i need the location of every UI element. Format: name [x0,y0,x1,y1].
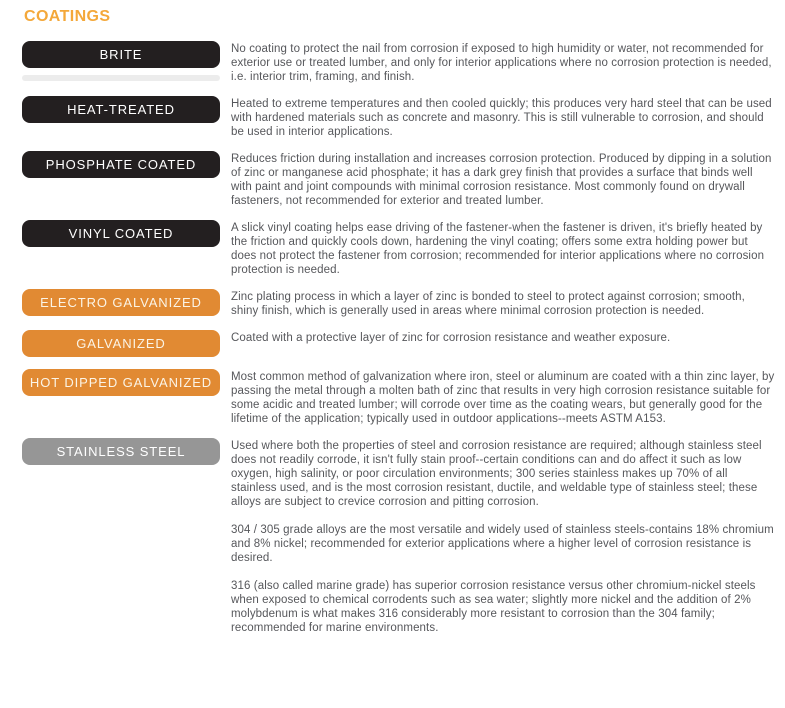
coating-label-column [22,330,220,357]
coating-label: ELECTRO GALVANIZED [40,295,202,310]
coating-description [231,369,775,426]
coating-label-pill [22,330,220,357]
description-paragraph: No coating to protect the nail from corrosion if exposed to high humidity or water, not recommended for exterior use or treated lumber, and only for interior applications where no corrosion protection is needed, i.e. interior trim, framing, and finish. [231,43,772,83]
coating-row [22,151,775,208]
coating-label-pill [22,96,220,123]
coating-label-pill [22,151,220,178]
coating-label-column [22,438,220,465]
coating-label-pill [22,369,220,396]
coating-label-pill [22,438,220,465]
coating-label-column [22,41,220,81]
description-paragraph: Zinc plating process in which a layer of zinc is bonded to steel to protect against corrosion; smooth, shiny finish, which is generally used in areas where minimal corrosion protection is needed. [231,291,745,317]
description-paragraph: Used where both the properties of steel and corrosion resistance are required; although stainless steel does not readily corrode, it isn't fully stain proof--certain conditions can and do affect it such as low oxygen, high salinity, or poor circulation environments; 300 series stainless makes up 70% of all stainless used, and is the most corrosion resistant, ductile, and weldable type of stainless steel; these alloys are subject to crevice corrosion and pitting corrosion. [231,440,762,508]
coating-label: VINYL COATED [68,226,174,241]
coating-label-column [22,369,220,396]
coating-row [22,41,775,84]
coating-row [22,220,775,277]
coating-description [231,96,775,139]
description-paragraph: Heated to extreme temperatures and then cooled quickly; this produces very hard steel that can be used with hardened materials such as concrete and masonry. This is still vulnerable to corrosion, and should be used in interior applications. [231,98,772,138]
coating-row [22,438,775,635]
coating-row [22,330,775,357]
coating-description [231,289,775,318]
coating-label-column [22,220,220,247]
description-paragraph: Most common method of galvanization where iron, steel or aluminum are coated with a thin zinc layer, by passing the metal through a molten bath of zinc that results in very high corrosion resistance suitable for some acidic and treated lumber; will corrode over time as the coating wears, but generally good for the lifetime of the application; typically used in outdoor applications--meets ASTM A153. [231,371,775,425]
coatings-list [22,41,775,635]
coating-row [22,369,775,426]
coating-label-pill [22,289,220,316]
coating-description [231,438,775,635]
coating-label: BRITE [99,47,143,62]
coating-row [22,289,775,318]
page-title: COATINGS [24,8,111,25]
coating-label: HOT DIPPED GALVANIZED [29,375,213,390]
description-paragraph: 316 (also called marine grade) has superior corrosion resistance versus other chromium-nickel steels when exposed to chemical corrodents such as sea water; slightly more nickel and the addition of 2% molybdenum is what makes 316 considerably more resistant to corrosion than the 304 family; recommended for marine environments. [231,580,756,634]
coating-description [231,220,775,277]
coating-label-column [22,96,220,123]
coating-label: GALVANIZED [76,336,166,351]
coating-label: HEAT-TREATED [67,102,175,117]
coating-label-column [22,151,220,178]
description-paragraph: Reduces friction during installation and increases corrosion protection. Produced by dipping in a solution of zinc or manganese acid phosphate; it has a dark grey finish that provides a surface that binds well with paint and joint compounds with minimal corrosion resistance. Most commonly found on drywall fasteners, not recommended for exterior and treated lumber. [231,153,772,207]
coating-label-pill [22,220,220,247]
description-paragraph: A slick vinyl coating helps ease driving of the fastener-when the fastener is driven, it's briefly heated by the friction and quickly cools down, hardening the vinyl coating; offers some extra holding power but does not protect the fastener from corrosion; recommended for interior applications where no corrosion protection is needed. [231,222,765,276]
coating-description [231,151,775,208]
coating-row [22,96,775,139]
coating-label: PHOSPHATE COATED [45,157,197,172]
coating-label-column [22,289,220,316]
coating-label-pill [22,41,220,68]
coating-description [231,41,775,84]
coating-label: STAINLESS STEEL [56,444,186,459]
description-paragraph: Coated with a protective layer of zinc for corrosion resistance and weather exposure. [231,332,671,344]
pill-shadow-artifact [22,75,220,81]
description-paragraph: 304 / 305 grade alloys are the most versatile and widely used of stainless steels-contains 18% chromium and 8% nickel; recommended for exterior applications where a higher level of corrosion resistance is desired. [231,524,774,564]
coating-description [231,330,775,345]
